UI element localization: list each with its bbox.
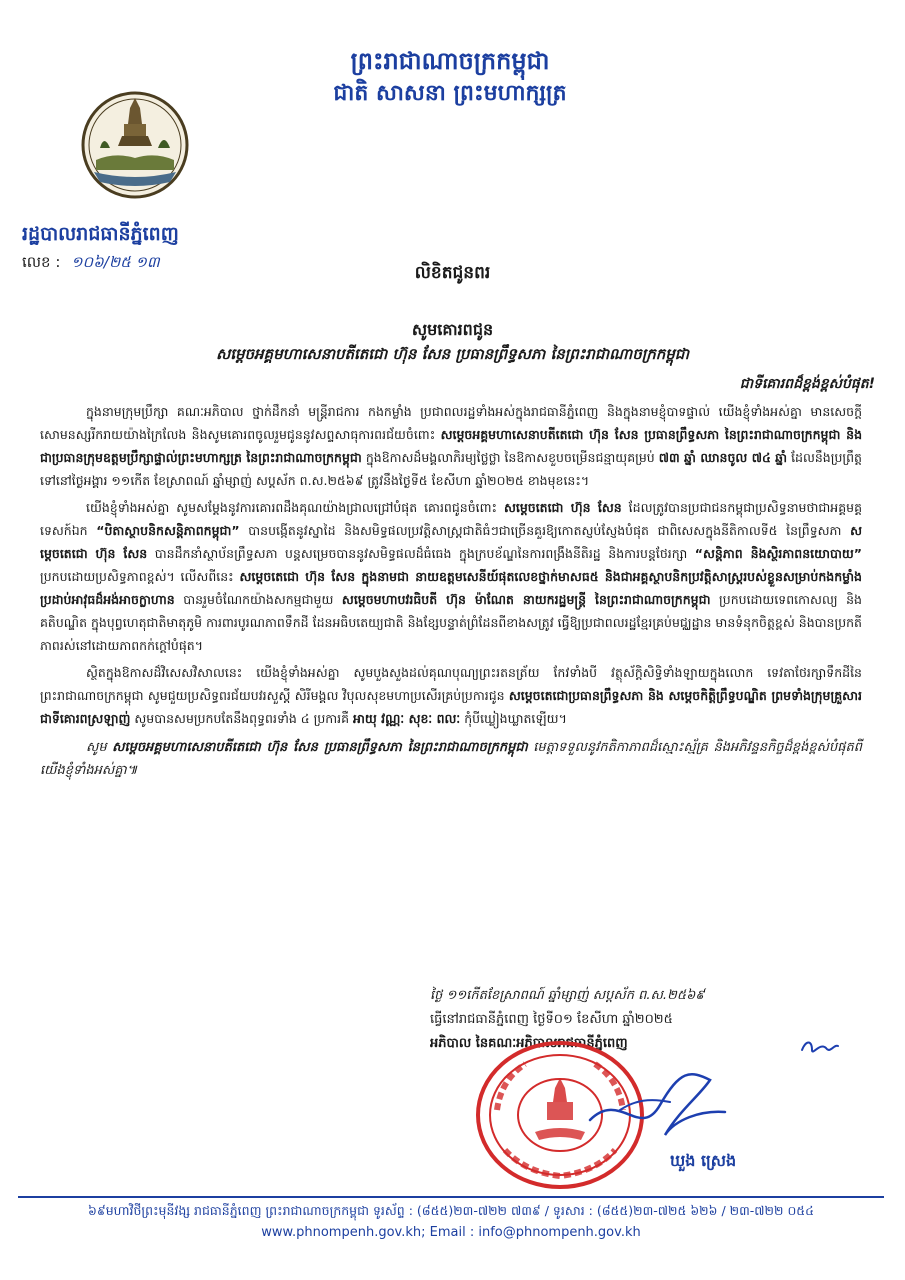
- footer-web-email: www.phnompenh.gov.kh; Email : info@phnompenh.gov.kh: [261, 1225, 641, 1240]
- text-run: បានបង្កើតនូវស្នាដៃ និងសមិទ្ធផលប្រវត្តិសាស្ត្រជាតិធំៗជាច្រើនគួរឱ្យកោតស្ញប់ស្ញែងបំផុត ជាពិសេសក្នុងនីតិកាលទី៥ នៃព្រឹទ្ធសភា: [239, 523, 851, 538]
- text-run: ប្រកបដោយប្រសិទ្ធភាពខ្ពស់។ លើសពីនេះ: [40, 569, 240, 584]
- bold-run: “សន្តិភាព និងស្ថិរភាពនយោបាយ”: [694, 546, 863, 561]
- ref-value: ១០៦/២៥ ១៣: [71, 253, 160, 271]
- handwritten-signature-icon: [580, 1050, 730, 1150]
- text-run: ដែលនឹងប្រព្រឹត្តទៅនៅថ្ងៃអង្គារ ១១កើត ខែស្រាពណ៍ ឆ្នាំម្សាញ់ សប្តស័ក ព.ស.២៥៦៩ ត្រូវនឹងថ្ងៃទី៥ ខែសីហា ឆ្នាំ២០២៥ ខាងមុខនេះ។: [40, 450, 862, 488]
- bold-run: សម្តេចតេជោ ហ៊ុន សែន: [503, 500, 622, 515]
- initial-mark-icon: [800, 1036, 840, 1058]
- text-run: យើងខ្ញុំទាំងអស់គ្នា សូមសម្តែងនូវការគោរពដឹងគុណយ៉ាងជ្រាលជ្រៅបំផុត គោរពជូនចំពោះ: [86, 500, 504, 515]
- phnom-penh-emblem-icon: [80, 90, 190, 200]
- paragraph-2: [40, 496, 862, 657]
- text-run: សូមបានសមប្រកបតែនឹងពុទ្ធពរទាំង ៤ ប្រការគឺ: [130, 711, 354, 726]
- text-run: កុំបីឃ្លៀងឃ្លាតឡើយ។: [460, 711, 567, 726]
- text-run: ក្នុងនាមក្រុមប្រឹក្សា គណៈអភិបាល ថ្នាក់ដឹកនាំ មន្ត្រីរាជការ កងកម្លាំង ប្រជាពលរដ្ឋទាំងអស់ក្នុងរាជធានីភ្នំពេញ និងក្នុងនាមខ្ញុំបាទផ្ទាល់ យើងខ្ញុំទាំងអស់គ្នា មានសេចក្តីសោមនស្សរីករាយយ៉ាងក្រៃលែង និងសូមគោរពចូលរួមជូននូវសព្ទសាធុការពរជ័យចំពោះ: [40, 404, 862, 442]
- letter-body: [40, 400, 862, 786]
- text-run: សូម: [86, 740, 113, 755]
- footer: [18, 1200, 884, 1244]
- text-run: មេត្តាទទួលនូវកតិកាភាពដ៏ស្មោះស្ម័គ្រ និងអភិវន្ទនកិច្ចដ៏ខ្ពង់ខ្ពស់បំផុតពីយើងខ្ញុំទាំងអស់គ្នា៕: [40, 740, 862, 778]
- bold-run: សម្តេចតេជោ ហ៊ុន សែន ក្នុងនាមជា នាយឧត្តមសេនីយ៍ផុតលេខថ្នាក់មាសធ៥ និងជាអគ្គស្ថាបនិកប្រវត្តិសាស្ត្ររបស់ខ្លួនសម្រាប់កងកម្លាំងប្រដាប់អាវុធដ៏អង់អាចក្លាហាន: [40, 569, 862, 607]
- closing-paragraph: [40, 736, 862, 782]
- signer-name: ឃួង ស្រេង: [670, 1151, 737, 1170]
- footer-address: ៦៩មហាវិថីព្រះមុនីវង្ស រាជធានីភ្នំពេញ ព្រះរាជាណាចក្រកម្ពុជា ទូរស័ព្ទ : (៨៥៥)២៣-៧២២ ៧៣៩ / ទូរសារ : (៨៥៥)២៣-៧២៥ ៦២៦ / ២៣-៧២២ ០៥៤: [88, 1203, 814, 1218]
- national-motto: ជាតិ សាសនា ព្រះមហាក្សត្រ: [333, 81, 567, 106]
- bold-run: សម្តេចអគ្គមហាសេនាបតីតេជោ ហ៊ុន សែន ប្រធានព្រឹទ្ធសភា នៃព្រះរាជាណាចក្រកម្ពុជា: [112, 740, 528, 755]
- text-run: ក្នុងឱកាសដ៏មង្គលាភិរម្យថ្លៃថ្លា នៃឱកាសខួបចម្រើនជន្មាយុគម្រប់: [361, 450, 659, 465]
- signer-position: អភិបាល នៃគណៈអភិបាលរាជធានីភ្នំពេញ: [430, 1036, 628, 1051]
- ref-label: លេខ :: [22, 253, 61, 271]
- place-date: ធ្វើនៅរាជធានីភ្នំពេញ ថ្ងៃទី០១ ខែសីហា ឆ្នាំ២០២៥: [430, 1012, 673, 1027]
- bold-run: សម្តេចតេជោប្រធានព្រឹទ្ធសភា និង សម្តេចកិត្តិព្រឹទ្ធបណ្ឌិត ព្រមទាំងក្រុមគ្រួសារជាទីគោរពស្រឡាញ់: [40, 688, 862, 726]
- bold-run: សម្តេចមហាបវរធិបតី ហ៊ុន ម៉ាណែត នាយករដ្ឋមន្ត្រី នៃព្រះរាជាណាចក្រកម្ពុជា: [341, 592, 711, 607]
- issuing-office: [22, 220, 322, 274]
- recipient: សម្តេចអគ្គមហាសេនាបតីតេជោ ហ៊ុន សែន ប្រធានព្រឹទ្ធសភា នៃព្រះរាជាណាចក្រកម្ពុជា: [215, 345, 690, 363]
- recipient-suffix: ជាទីគោរពដ៏ខ្ពង់ខ្ពស់បំផុត!: [739, 376, 875, 392]
- reference-number: [22, 250, 322, 274]
- text-run: បានដឹកនាំស្ថាប័នព្រឹទ្ធសភា បន្តសម្រេចបាននូវសមិទ្ធផលដ៏ធំធេង ក្នុងក្របខ័ណ្ឌនៃការពង្រឹងនីតិរដ្ឋ និងការបន្តថែរក្សា: [147, 546, 695, 561]
- text-run: ស្ថិតក្នុងឱកាសដ៏វិសេសវិសាលនេះ យើងខ្ញុំទាំងអស់គ្នា សូមបួងសួងដល់គុណបុណ្យព្រះរតនត្រ័យ កែវទាំងបី វត្ថុស័ក្តិសិទ្ធិទាំងឡាយក្នុងលោក ទេវតាថែរក្សាទឹកដីនៃព្រះរាជាណាចក្រកម្ពុជា សូមជួយប្រសិទ្ធពរជ័យបវរសួស្តី សិរីមង្គល វិបុលសុខមហាប្រសើរគ្រប់ប្រការជូន: [40, 665, 862, 703]
- addressee-block: [40, 318, 865, 366]
- bold-run: “បិតាស្ថាបនិកសន្តិភាពកម្ពុជា”: [96, 523, 240, 538]
- paragraph-3: [40, 661, 862, 730]
- kingdom-header: [250, 44, 650, 110]
- greeting: សូមគោរពជូន: [411, 320, 494, 339]
- kingdom-title: ព្រះរាជាណាចក្រកម្ពុជា: [350, 47, 550, 75]
- bold-run: អាយុ វណ្ណៈ សុខៈ ពលៈ: [353, 711, 461, 726]
- bold-run: ៧៣ ឆ្នាំ ឈានចូល ៧៤ ឆ្នាំ: [658, 450, 788, 465]
- bold-run: សម្តេចអគ្គមហាសេនាបតីតេជោ ហ៊ុន សែន ប្រធានព្រឹទ្ធសភា នៃព្រះរាជាណាចក្រកម្ពុជា និងជាប្រធានក្រុមឧត្តមប្រឹក្សាផ្ទាល់ព្រះមហាក្សត្រ នៃព្រះរាជាណាចក្រកម្ពុជា: [40, 427, 863, 465]
- lunar-date: ថ្ងៃ ១១កើតខែស្រាពណ៍ ឆ្នាំម្សាញ់ សប្តស័ក ព.ស.២៥៦៩: [430, 988, 705, 1003]
- text-run: បានរួមចំណែកយ៉ាងសកម្មជាមួយ: [174, 592, 342, 607]
- paragraph-1: [40, 400, 862, 492]
- bold-run: សម្តេចតេជោ ហ៊ុន សែន: [40, 523, 862, 561]
- office-name: រដ្ឋបាលរាជធានីភ្នំពេញ: [22, 223, 179, 245]
- footer-divider: [18, 1196, 884, 1198]
- text-run: ប្រកបដោយទេពកោសល្យ និងគតិបណ្ឌិត ក្នុងបុព្វហេតុជាតិមាតុភូមិ ការពារបូរណភាពទឹកដី ដែនអធិបតេយ្យជាតិ និងខ្សែបន្ទាត់ព្រំដែនពីខាងសត្រូវ ធ្វើឱ្យប្រជាពលរដ្ឋខ្មែរគ្រប់មជ្ឈដ្ឋាន មានទំនុកចិត្តខ្ពស់ និងបានប្រកតីភាពរស់នៅដោយភាពកក់ក្តៅបំផុត។: [40, 592, 862, 653]
- text-run: ដែលត្រូវបានប្រជាជនកម្ពុជាប្រសិទ្ធនាមថាជាអគ្គមគ្គទេសក៍ឯក: [40, 500, 863, 538]
- document-title: លិខិតជូនពរ: [414, 263, 491, 283]
